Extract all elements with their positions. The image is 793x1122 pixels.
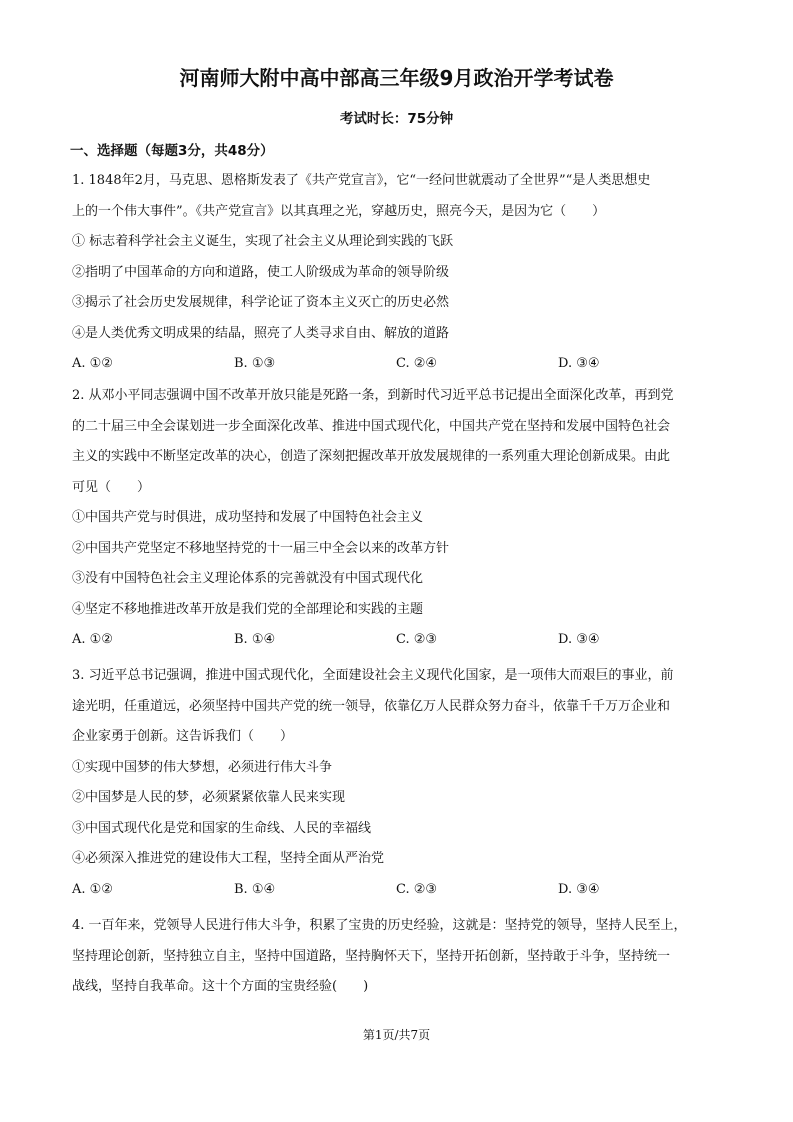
question-stem-line: 1. 1848年2月，马克思、恩格斯发表了《共产党宣言》，它“一经问世就震动了全世界”“是人类思想史 [72, 173, 651, 188]
question-stem-line: 上的一个伟大事件”。《共产党宣言》以其真理之光，穿越历史，照亮今天，是因为它（ ） [72, 203, 606, 219]
question-stem-line: 企业家勇于创新。这告诉我们（ ） [72, 729, 294, 744]
question-stem-line: 坚持理论创新，坚持独立自主，坚持中国道路，坚持胸怀天下，坚持开拓创新，坚持敢于斗争，坚持统一 [72, 948, 671, 964]
option-d[interactable]: D. ③④ [558, 881, 600, 897]
option-a[interactable]: A. ①② [72, 881, 113, 897]
question-stem-line: 可见（ ） [72, 479, 151, 495]
question-stem-line: 途光明，任重道远，必须坚持中国共产党的统一领导，依靠亿万人民群众努力奋斗，依靠千千万万企业和 [72, 698, 671, 714]
exam-title: 河南师大附中高中部高三年级9月政治开学考试卷 [179, 66, 614, 90]
option-d[interactable]: D. ③④ [558, 632, 600, 647]
question-3 [72, 661, 724, 905]
statement-item: ④必须深入推进党的建设伟大工程，坚持全面从严治党 [72, 851, 385, 866]
option-b[interactable]: B. ①④ [234, 632, 276, 647]
option-b[interactable]: B. ①③ [234, 356, 276, 371]
page-number: 第1页/共7页 [362, 1028, 431, 1042]
statement-item: ③揭示了社会历史发展规律，科学论证了资本主义灭亡的历史必然 [72, 295, 450, 310]
question-2 [72, 381, 724, 656]
section-heading: 一、选择题（每题3分，共48分） [70, 143, 274, 159]
statement-item: ②指明了中国革命的方向和道路，使工人阶级成为革命的领导阶级 [72, 264, 450, 280]
question-stem-line: 主义的实践中不断坚定改革的决心，创造了深刻把握改革开放发展规律的一系列重大理论创新成果。由此 [72, 449, 671, 464]
statement-item: ③中国式现代化是党和国家的生命线、人民的幸福线 [72, 820, 372, 836]
statement-item: ③没有中国特色社会主义理论体系的完善就没有中国式现代化 [72, 571, 424, 586]
question-stem-line: 2. 从邓小平同志强调中国不改革开放只能是死路一条，到新时代习近平总书记提出全面深化改革，再到党 [72, 388, 674, 403]
answer-options [72, 349, 724, 380]
answer-options [72, 875, 724, 906]
question-stem-line: 战线，坚持自我革命。这十个方面的宝贵经验( ) [72, 979, 369, 994]
question-4 [72, 911, 724, 1003]
statement-item: ①中国共产党与时俱进，成功坚持和发展了中国特色社会主义 [72, 510, 424, 525]
option-c[interactable]: C. ②③ [396, 881, 438, 897]
statement-item: ①实现中国梦的伟大梦想，必须进行伟大斗争 [72, 759, 333, 775]
question-stem-line: 的二十届三中全会谋划进一步全面深化改革、推进中国式现代化，中国共产党在坚持和发展中国特色社会 [72, 418, 671, 434]
option-c[interactable]: C. ②④ [396, 356, 438, 371]
option-a[interactable]: A. ①② [72, 632, 113, 647]
option-b[interactable]: B. ①④ [234, 881, 276, 897]
answer-options [72, 625, 724, 656]
question-1 [72, 166, 724, 380]
option-c[interactable]: C. ②③ [396, 632, 438, 647]
statement-item: ④是人类优秀文明成果的结晶，照亮了人类寻求自由、解放的道路 [72, 325, 450, 341]
statement-item: ②中国梦是人民的梦，必须紧紧依靠人民来实现 [72, 790, 346, 805]
question-stem-line: 3. 习近平总书记强调，推进中国式现代化，全面建设社会主义现代化国家，是一项伟大而艰巨的事业，前 [72, 668, 674, 683]
statement-item: ① 标志着科学社会主义诞生，实现了社会主义从理论到实践的飞跃 [72, 234, 454, 249]
statement-item: ②中国共产党坚定不移地坚持党的十一届三中全会以来的改革方针 [72, 540, 450, 556]
option-d[interactable]: D. ③④ [558, 356, 600, 371]
option-a[interactable]: A. ①② [72, 356, 113, 371]
statement-item: ④坚定不移地推进改革开放是我们党的全部理论和实践的主题 [72, 601, 424, 617]
question-stem-line: 4. 一百年来，党领导人民进行伟大斗争，积累了宝贵的历史经验，这就是：坚持党的领导，坚持人民至上， [72, 918, 687, 933]
exam-duration: 考试时长：75分钟 [339, 111, 454, 127]
